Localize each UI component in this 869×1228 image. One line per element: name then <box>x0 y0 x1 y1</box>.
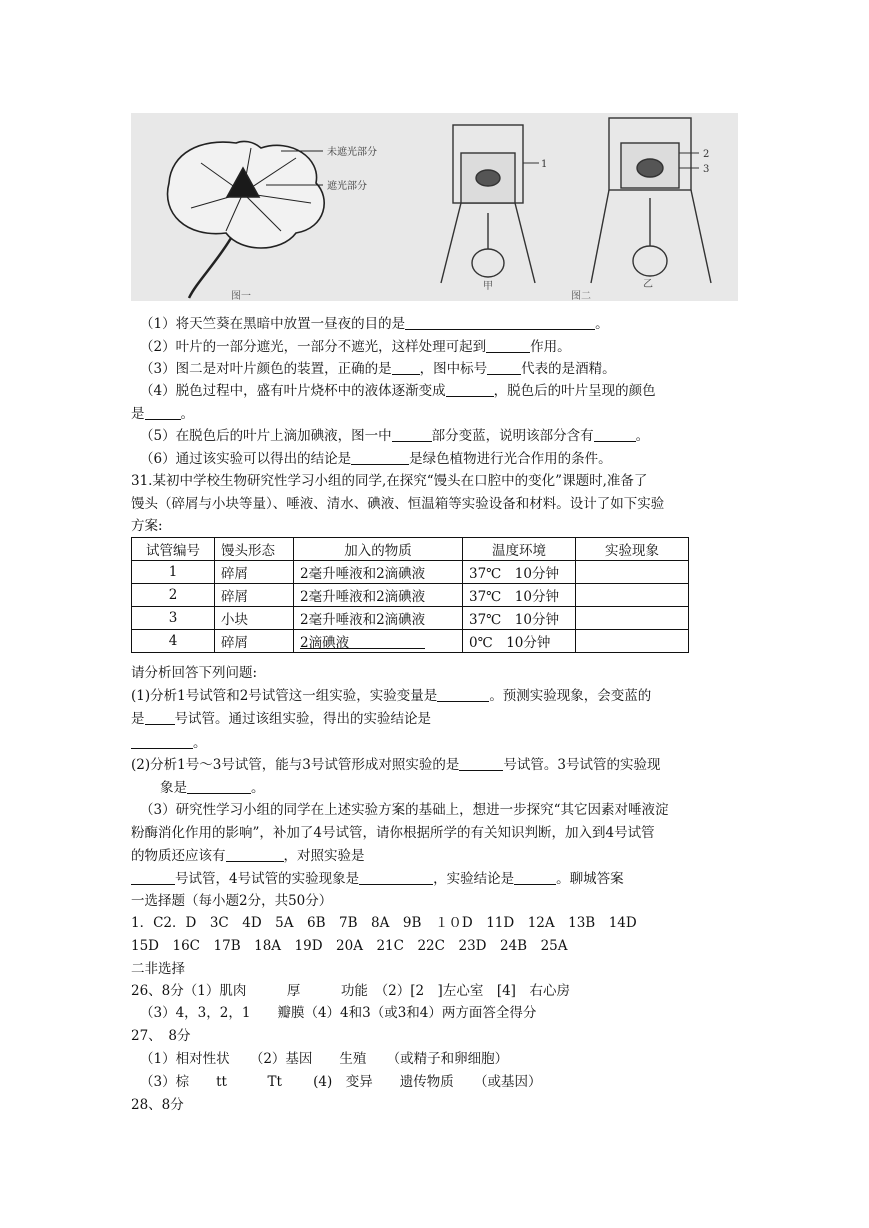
answers-section-1: 一选择题（每小题2分，共50分） <box>131 893 333 909</box>
label-yi: 乙 <box>643 279 653 290</box>
table-row <box>132 561 689 584</box>
q30-item-2: （2）叶片的一部分遮光，一部分不遮光，这样处理可起到 作用。 <box>140 339 571 355</box>
answer-blank[interactable] <box>392 360 420 375</box>
table-header-cell: 试管编号 <box>132 538 215 561</box>
table-cell[interactable] <box>576 630 689 653</box>
label-unshaded: 未遮光部分 <box>327 147 377 158</box>
answer-blank[interactable] <box>187 779 251 794</box>
answer-blank[interactable] <box>392 427 432 442</box>
table-cell: 小块 <box>215 607 294 630</box>
table-cell: 碎屑 <box>215 630 294 653</box>
table-header-cell: 实验现象 <box>576 538 689 561</box>
caption-fig2: 图二 <box>571 291 591 301</box>
answer-blank[interactable] <box>446 382 494 397</box>
table-cell: 2毫升唾液和2滴碘液 <box>294 561 463 584</box>
q31-part3-3: 的物质还应该有 ，对照实验是 <box>131 848 365 864</box>
q30-item-4-cont: 是 。 <box>131 406 194 422</box>
table-cell: 1 <box>132 561 215 584</box>
table-cell: 2毫升唾液和2滴碘液 <box>294 584 463 607</box>
table-cell[interactable] <box>576 584 689 607</box>
table-header-cell: 馒头形态 <box>215 538 294 561</box>
caption-fig1: 图一 <box>231 291 251 301</box>
answer-blank[interactable] <box>131 870 175 885</box>
answer-blank[interactable] <box>351 450 409 465</box>
table-cell: 0℃ 10分钟 <box>463 630 576 653</box>
answer-28: 28、8分 <box>131 1097 184 1113</box>
table-row <box>132 630 689 653</box>
table-cell[interactable]: 2滴碘液 <box>294 630 463 653</box>
answer-blank[interactable] <box>131 734 193 749</box>
answer-blank[interactable] <box>487 360 521 375</box>
table-cell: 37℃ 10分钟 <box>463 561 576 584</box>
q30-item-3: （3）图二是对叶片颜色的装置，正确的是 ，图中标号 代表的是酒精。 <box>140 361 616 377</box>
answer-blank[interactable] <box>226 847 284 862</box>
table-header-cell: 温度环境 <box>463 538 576 561</box>
q30-item-4: （4）脱色过程中，盛有叶片烧杯中的液体逐渐变成 ，脱色后的叶片呈现的颜色 <box>140 383 656 399</box>
table-cell: 37℃ 10分钟 <box>463 607 576 630</box>
answer-blank[interactable] <box>437 687 489 702</box>
label-shaded: 遮光部分 <box>327 181 367 192</box>
answer-blank[interactable] <box>349 634 425 649</box>
figure-svg <box>131 113 738 301</box>
table-header-row <box>132 538 689 561</box>
q31-part3-1: （3）研究性学习小组的同学在上述实验方案的基础上，想进一步探究“其它因素对唾液淀 <box>140 802 669 818</box>
table-cell: 2 <box>132 584 215 607</box>
q31-ask: 请分析回答下列问题: <box>131 665 258 681</box>
answer-27: 27、 8分 <box>131 1028 191 1044</box>
q31-part1: (1)分析1号试管和2号试管这一组实验，实验变量是 。预测实验现象，会变蓝的 <box>131 688 652 704</box>
table-cell[interactable] <box>576 561 689 584</box>
answer-blank[interactable] <box>145 710 175 725</box>
label-jia: 甲 <box>483 281 493 292</box>
table-cell: 4 <box>132 630 215 653</box>
answer-blank[interactable] <box>359 870 433 885</box>
table-cell: 碎屑 <box>215 561 294 584</box>
q30-item-1: （1）将天竺葵在黑暗中放置一昼夜的目的是 。 <box>140 316 609 332</box>
answer-26-1: 26、8分（1）肌肉 厚 功能 （2）[2 ]左心室 [4] 右心房 <box>131 983 570 999</box>
q31-part3-2: 粉酶消化作用的影响”，补加了4号试管，请你根据所学的有关知识判断，加入到4号试管 <box>131 825 655 841</box>
label-num1: 1 <box>541 159 548 170</box>
answer-27-2: （3）棕 tt Tt (4) 变异 遗传物质 （或基因） <box>140 1074 542 1090</box>
answer-blank[interactable] <box>594 427 636 442</box>
answer-blank[interactable] <box>486 338 530 353</box>
q31-intro-3: 方案: <box>131 518 163 534</box>
label-num2: 2 <box>703 149 710 160</box>
table-cell[interactable] <box>576 607 689 630</box>
q31-part1-cont: 是 号试管。通过该组实验，得出的实验结论是 <box>131 711 431 727</box>
label-num3: 3 <box>703 164 710 175</box>
answer-blank[interactable] <box>405 315 595 330</box>
answer-blank[interactable] <box>145 405 181 420</box>
table-header-cell: 加入的物质 <box>294 538 463 561</box>
answers-choice-row-2: 15D 16C 17B 18A 19D 20A 21C 22C 23D 24B 25A <box>131 938 568 954</box>
table-cell: 碎屑 <box>215 584 294 607</box>
experiment-figure <box>131 113 738 301</box>
q31-part1-end: 。 <box>131 733 741 753</box>
answer-26-2: （3）4，3，2，1 瓣膜（4）4和3（或3和4）两方面答全得分 <box>140 1005 537 1021</box>
answers-choice-row-1: 1．C2．D 3C 4D 5A 6B 7B 8A 9B １０D 11D 12A 13B 14D <box>131 915 637 931</box>
q30-item-5: （5）在脱色后的叶片上滴加碘液，图一中 部分变蓝，说明该部分含有 。 <box>140 428 650 444</box>
table-row <box>132 607 689 630</box>
q31-part2-cont: 象是 。 <box>160 780 265 796</box>
q31-part2: (2)分析1号～3号试管，能与3号试管形成对照实验的是 号试管。3号试管的实验现 <box>131 757 661 773</box>
table-row <box>132 584 689 607</box>
answer-blank[interactable] <box>514 870 556 885</box>
q31-intro-2: 馒头（碎屑与小块等量）、唾液、清水、碘液、恒温箱等实验设备和材料。设计了如下实验 <box>131 496 665 512</box>
table-cell: 2毫升唾液和2滴碘液 <box>294 607 463 630</box>
answer-27-1: （1）相对性状 （2）基因 生殖 （或精子和卵细胞） <box>140 1051 509 1067</box>
table-cell: 37℃ 10分钟 <box>463 584 576 607</box>
experiment-table <box>131 537 689 653</box>
answer-blank[interactable] <box>459 756 503 771</box>
answers-section-2: 二非选择 <box>131 961 185 977</box>
q31-intro-1: 31.某初中学校生物研究性学习小组的同学,在探究“馒头在口腔中的变化”课题时,准备了 <box>131 473 648 489</box>
q31-part3-4: 号试管，4号试管的实验现象是 ，实验结论是 。聊城答案 <box>131 869 741 889</box>
q30-item-6: （6）通过该实验可以得出的结论是 是绿色植物进行光合作用的条件。 <box>140 451 612 467</box>
table-cell: 3 <box>132 607 215 630</box>
